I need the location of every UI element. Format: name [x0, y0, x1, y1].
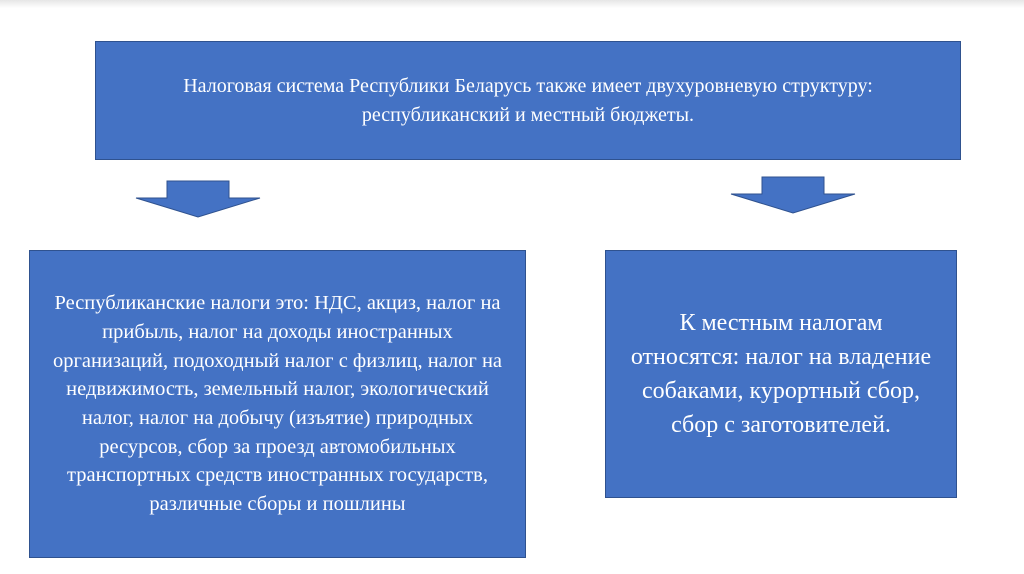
slide-top-edge — [0, 0, 1024, 8]
tax-system-header-box — [95, 41, 961, 160]
republican-taxes-text: Республиканские налоги это: НДС, акциз, налог на прибыль, налог на доходы иностранных организаций, подоходный налог с физлиц, налог на недвижимость, земельный налог, экологический налог, налог на добычу (изъятие) природных ресурсов, сбор за проезд автомобильных транспортных средств иностранных государств, различные сборы и пошлины — [52, 292, 503, 516]
republican-taxes-box — [29, 250, 526, 558]
arrow-down-icon — [730, 176, 856, 214]
local-taxes-box — [605, 250, 957, 498]
local-taxes-text: К местным налогам относятся: налог на владение собаками, курортный сбор, сбор с заготовителей. — [630, 309, 932, 439]
arrow-down-icon — [135, 180, 261, 218]
tax-system-header-text: Налоговая система Республики Беларусь также имеет двухуровневую структуру: республиканский и местный бюджеты. — [183, 74, 873, 126]
